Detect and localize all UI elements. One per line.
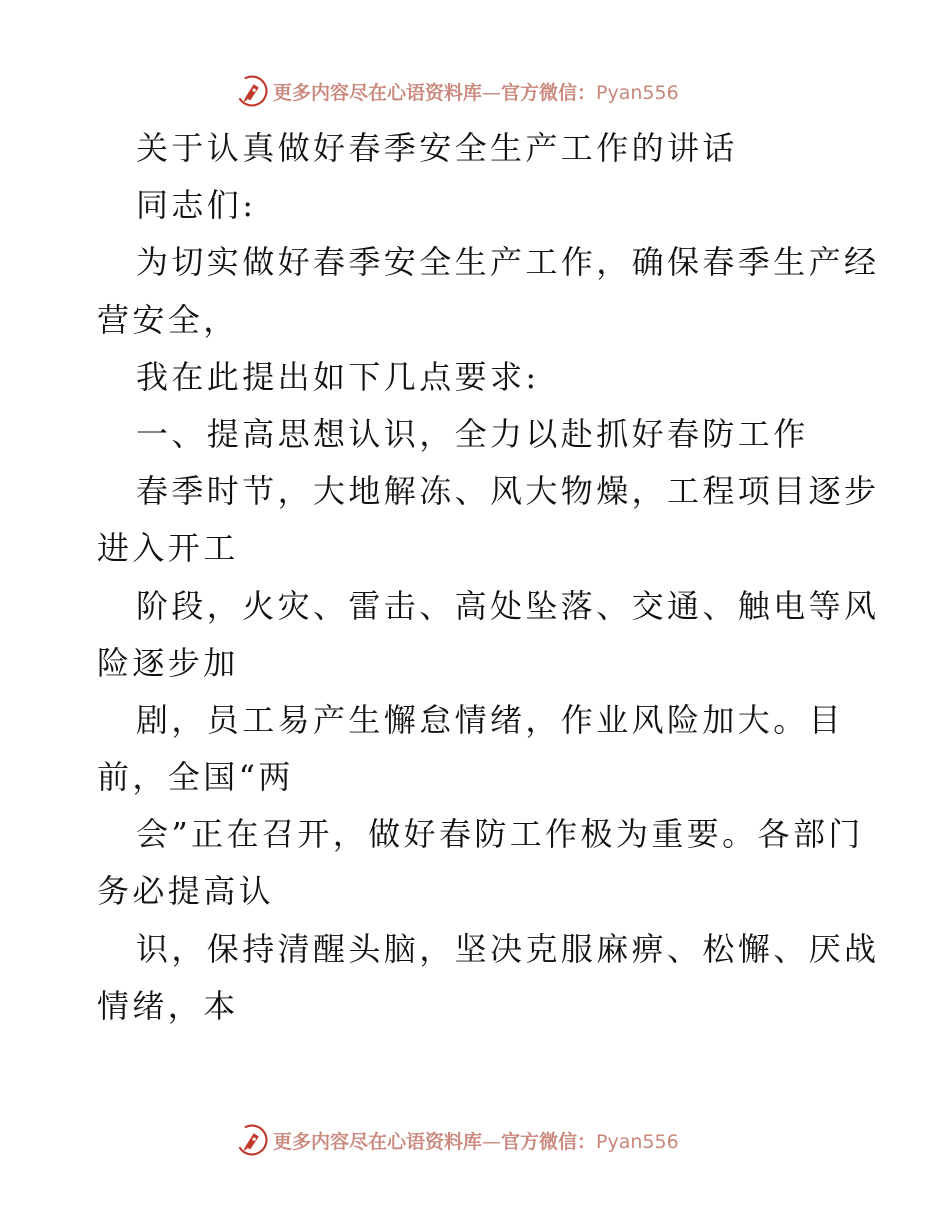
paragraph-line: 剧，员工易产生懈怠情绪，作业风险加大。目: [136, 700, 845, 739]
pen-nib-logo-icon: [235, 1123, 269, 1157]
document-title: 关于认真做好春季安全生产工作的讲话: [136, 129, 738, 167]
pen-nib-logo-icon: [235, 74, 269, 108]
watermark-dash: —: [482, 81, 502, 104]
watermark-wechat-id: Pyan556: [596, 81, 679, 104]
paragraph-line: 阶段，火灾、雷击、高处坠落、交通、触电等风: [136, 586, 880, 625]
paragraph-line: 前，全国“两: [97, 758, 294, 797]
paragraph-line: 为切实做好春季安全生产工作，确保春季生产经: [136, 243, 880, 282]
watermark-text: [273, 1127, 679, 1154]
paragraph-line: 我在此提出如下几点要求:: [136, 357, 540, 396]
paragraph-line: 情绪，本: [97, 986, 239, 1025]
paragraph-line: 营安全，: [97, 300, 239, 339]
document-body: [97, 120, 880, 1035]
paragraph-line: 险逐步加: [97, 643, 239, 682]
watermark-site-text: 更多内容尽在心语资料库: [273, 81, 483, 104]
watermark-wechat-id: Pyan556: [596, 1130, 679, 1153]
footer-watermark: [235, 1122, 679, 1158]
paragraph-line: 会”正在召开，做好春防工作极为重要。各部门: [136, 815, 864, 854]
paragraph-line: 春季时节，大地解冻、风大物燥，工程项目逐步: [136, 472, 880, 511]
paragraph-line: 进入开工: [97, 529, 239, 568]
section-heading: 一、提高思想认识，全力以赴抓好春防工作: [136, 414, 809, 453]
watermark-wechat-label: 官方微信：: [501, 1130, 597, 1153]
paragraph-line: 识，保持清醒头脑，坚决克服麻痹、松懈、厌战: [136, 929, 880, 968]
watermark-text: [273, 78, 679, 105]
header-watermark: [235, 73, 679, 109]
salutation: 同志们:: [136, 186, 257, 225]
watermark-site-text: 更多内容尽在心语资料库: [273, 1130, 483, 1153]
watermark-wechat-label: 官方微信：: [501, 81, 597, 104]
paragraph-line: 务必提高认: [97, 872, 275, 911]
watermark-dash: —: [482, 1130, 502, 1153]
